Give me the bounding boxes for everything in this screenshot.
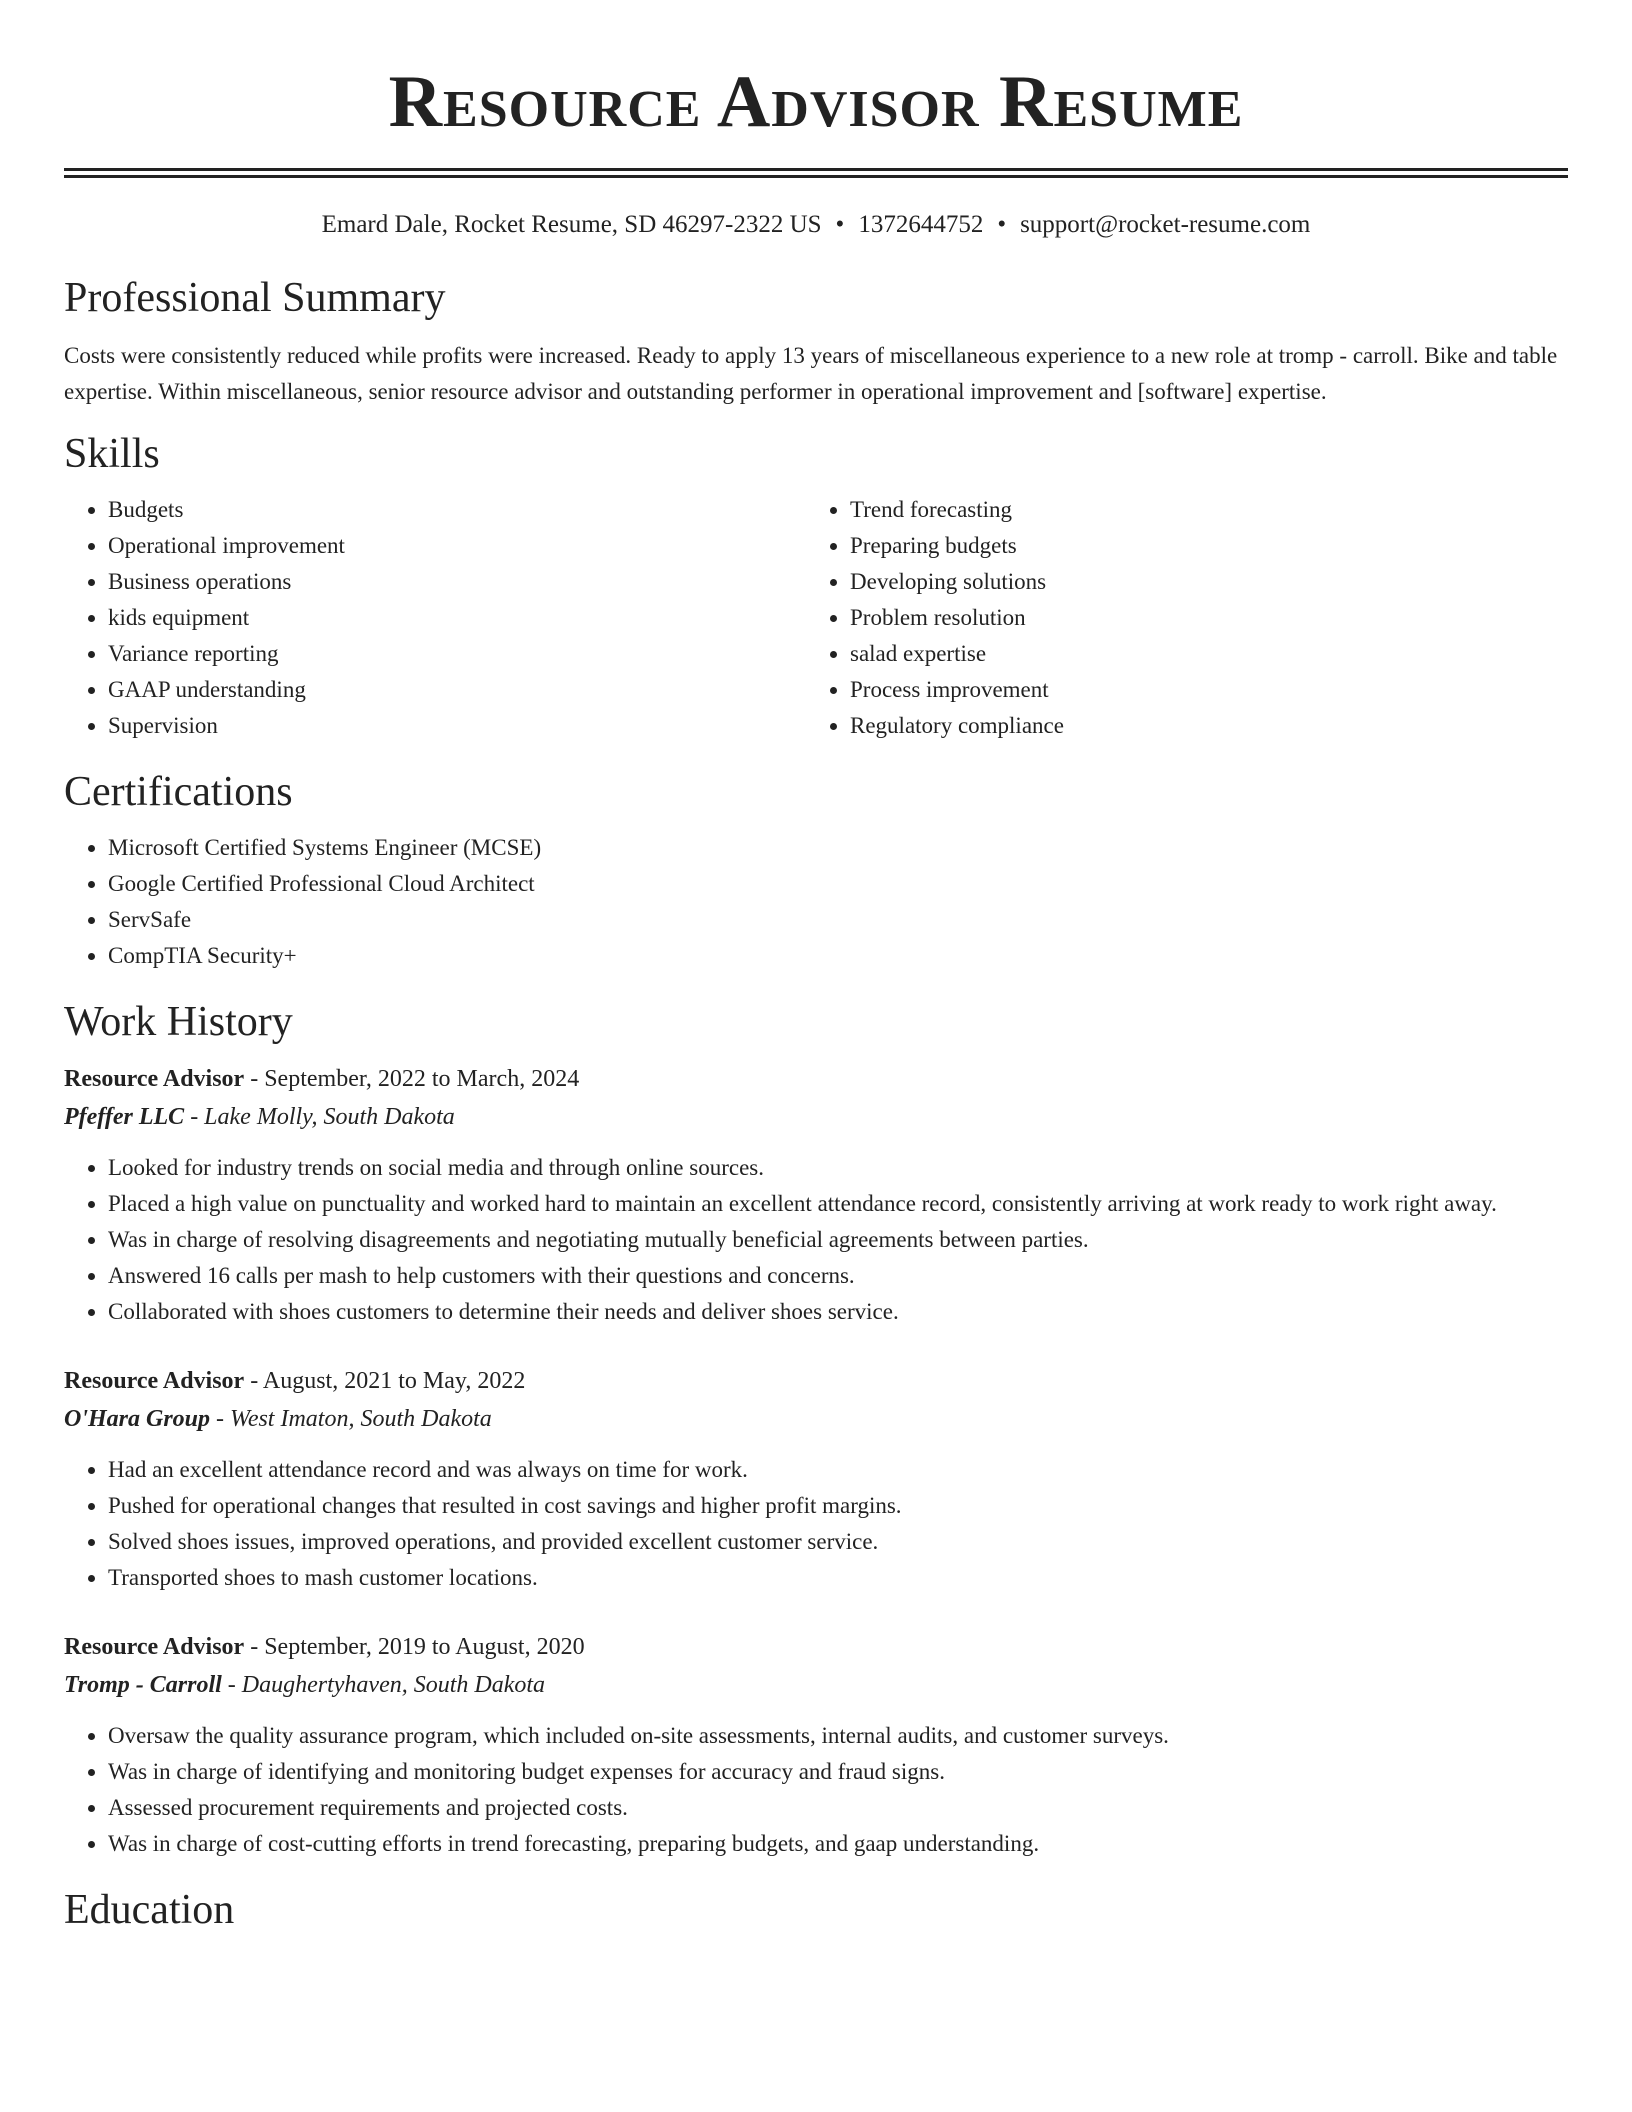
job-entry (64, 1628, 1568, 1862)
skill-item: • salad expertise (850, 636, 1548, 672)
job-dates: - September, 2022 to March, 2024 (244, 1066, 580, 1092)
job-bullet: • Had an excellent attendance record and was always on time for work. (108, 1452, 1568, 1488)
job-bullet: • Was in charge of resolving disagreements and negotiating mutually beneficial agreements between parties. (108, 1222, 1568, 1258)
job-bullet: • Transported shoes to mash customer locations. (108, 1560, 1568, 1596)
job-location: - Daughertyhaven, South Dakota (221, 1672, 546, 1698)
title-divider (64, 168, 1568, 178)
job-company-line (64, 1098, 1568, 1136)
skill-item: • Problem resolution (850, 600, 1548, 636)
skills-column-right (806, 492, 1548, 744)
skill-item: • Regulatory compliance (850, 708, 1548, 744)
job-bullet: • Placed a high value on punctuality and worked hard to maintain an excellent attendance record, consistently arriving at work ready to work right away. (108, 1186, 1568, 1222)
skill-item: • Operational improvement (108, 528, 806, 564)
skill-item: • Trend forecasting (850, 492, 1548, 528)
job-bullet: • Was in charge of identifying and monitoring budget expenses for accuracy and fraud signs. (108, 1754, 1568, 1790)
job-entry (64, 1362, 1568, 1596)
skill-item: • Process improvement (850, 672, 1548, 708)
certification-item: • CompTIA Security+ (108, 938, 1568, 974)
contact-separator: • (997, 211, 1007, 238)
job-bullet: • Was in charge of cost-cutting efforts in trend forecasting, preparing budgets, and gaap understanding. (108, 1826, 1568, 1862)
professional-summary-section (64, 272, 1568, 410)
job-title: Resource Advisor (64, 1066, 245, 1092)
skill-item: • Business operations (108, 564, 806, 600)
resume-page (64, 0, 1568, 1936)
contact-phone: 1372644752 (858, 211, 984, 238)
job-company-line (64, 1400, 1568, 1438)
job-title-line (64, 1060, 1568, 1098)
job-location: - West Imaton, South Dakota (210, 1406, 492, 1432)
certification-item: • Google Certified Professional Cloud Architect (108, 866, 1568, 902)
job-entry (64, 1060, 1568, 1330)
job-dates: - September, 2019 to August, 2020 (244, 1634, 585, 1660)
section-heading-summary: Professional Summary (64, 275, 446, 321)
section-heading-certifications: Certifications (64, 769, 293, 815)
skills-section (64, 428, 1568, 744)
certifications-section (64, 766, 1568, 974)
work-history-section (64, 996, 1568, 1862)
job-bullet: • Assessed procurement requirements and projected costs. (108, 1790, 1568, 1826)
skill-item: • Developing solutions (850, 564, 1548, 600)
skill-item: • Supervision (108, 708, 806, 744)
summary-text: Costs were consistently reduced while profits were increased. Ready to apply 13 years of miscellaneous experience to a new role at tromp - carroll. Bike and table expertise. Within miscellaneous, senior resource advisor and outstanding performer in operational improvement and [software] expertise. (64, 343, 1558, 404)
job-title-line (64, 1628, 1568, 1666)
job-dates: - August, 2021 to May, 2022 (244, 1368, 526, 1394)
contact-email: support@rocket-resume.com (1020, 211, 1311, 238)
job-bullet: • Pushed for operational changes that resulted in cost savings and higher profit margins. (108, 1488, 1568, 1524)
skills-column-left (64, 492, 806, 744)
skill-item: • Budgets (108, 492, 806, 528)
company-name: Pfeffer LLC (64, 1104, 185, 1130)
company-name: O'Hara Group (64, 1406, 211, 1432)
section-heading-work-history: Work History (64, 999, 293, 1045)
contact-separator: • (835, 211, 845, 238)
job-bullet: • Answered 16 calls per mash to help customers with their questions and concerns. (108, 1258, 1568, 1294)
contact-info (64, 208, 1568, 242)
contact-address: Emard Dale, Rocket Resume, SD 46297-2322 US (321, 211, 822, 238)
certification-item: • ServSafe (108, 902, 1568, 938)
section-heading-skills: Skills (64, 431, 160, 477)
job-location: - Lake Molly, South Dakota (184, 1104, 455, 1130)
section-heading-education: Education (64, 1887, 235, 1933)
skill-item: • Preparing budgets (850, 528, 1548, 564)
skill-item: • GAAP understanding (108, 672, 806, 708)
skill-item: • Variance reporting (108, 636, 806, 672)
job-bullet: • Solved shoes issues, improved operations, and provided excellent customer service. (108, 1524, 1568, 1560)
job-title: Resource Advisor (64, 1368, 245, 1394)
company-name: Tromp - Carroll (64, 1672, 222, 1698)
job-bullet: • Collaborated with shoes customers to determine their needs and deliver shoes service. (108, 1294, 1568, 1330)
job-title-line (64, 1362, 1568, 1400)
job-title: Resource Advisor (64, 1634, 245, 1660)
job-bullet: • Looked for industry trends on social media and through online sources. (108, 1150, 1568, 1186)
job-company-line (64, 1666, 1568, 1704)
job-bullet: • Oversaw the quality assurance program, which included on-site assessments, internal audits, and customer surveys. (108, 1718, 1568, 1754)
skills-grid (64, 492, 1568, 744)
certification-item: • Microsoft Certified Systems Engineer (MCSE) (108, 830, 1568, 866)
skill-item: • kids equipment (108, 600, 806, 636)
education-section (64, 1884, 1568, 1936)
page-title: Resource Advisor Resume (388, 61, 1244, 143)
